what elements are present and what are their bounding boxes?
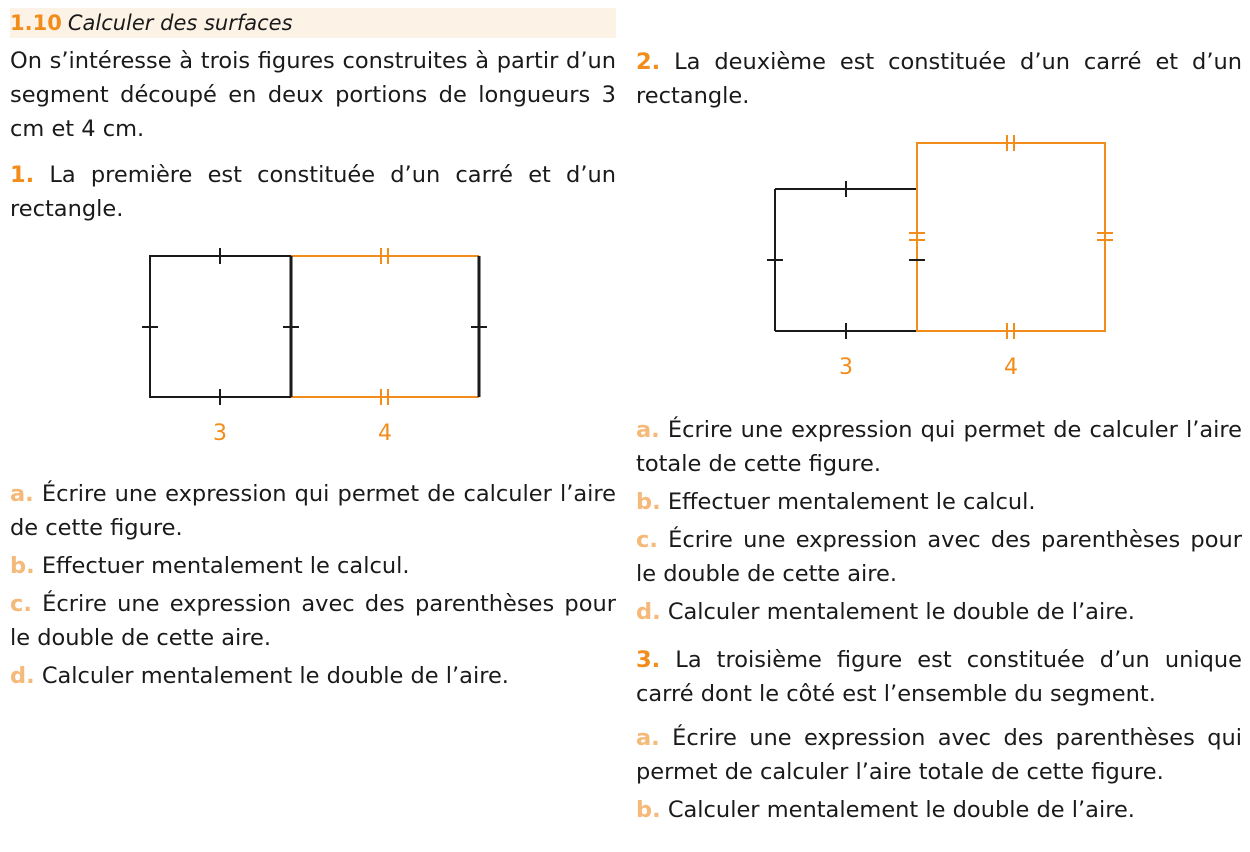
- item-text: Écrire une expression avec des parenthèses qui permet de calculer l’aire totale de cette figure.: [636, 725, 1243, 785]
- fig1-label-4: 4: [378, 421, 392, 446]
- exercise-title: Calculer des surfaces: [67, 11, 293, 35]
- item-text: Écrire une expression avec des parenthèses pour le double de cette aire.: [10, 591, 616, 651]
- part3-item-b: [636, 793, 1242, 827]
- item-letter: b.: [10, 553, 35, 579]
- part2-item-b: [636, 485, 1242, 519]
- item-text: Écrire une expression qui permet de calculer l’aire totale de cette figure.: [636, 417, 1243, 477]
- fig2-orange-square: [917, 143, 1105, 331]
- exercise-intro: On s’intéresse à trois figures construites à partir d’un segment découpé en deux portions de longueurs 3 cm et 4 cm.: [10, 48, 616, 142]
- part1-item-b: [10, 549, 616, 583]
- part1-item-a: [10, 477, 616, 545]
- item-letter: a.: [636, 417, 660, 443]
- part2-statement: [636, 45, 1242, 113]
- part1-item-d: [10, 659, 616, 693]
- item-letter: c.: [10, 591, 32, 617]
- part2-item-a: [636, 413, 1242, 481]
- fig1-label-3: 3: [213, 421, 227, 446]
- item-text: Écrire une expression avec des parenthèses pour le double de cette aire.: [636, 527, 1242, 587]
- item-text: Effectuer mentalement le calcul.: [41, 553, 410, 579]
- item-text: Effectuer mentalement le calcul.: [667, 489, 1036, 515]
- item-letter: d.: [10, 663, 35, 689]
- part2-number: 2.: [636, 49, 661, 75]
- item-text: Calculer mentalement le double de l’aire.: [667, 599, 1135, 625]
- fig2-label-4: 4: [1004, 355, 1018, 380]
- part1-items: [10, 477, 616, 693]
- fig2-label-3: 3: [839, 355, 853, 380]
- item-letter: a.: [10, 481, 34, 507]
- item-letter: b.: [636, 797, 661, 823]
- part3-item-a: [636, 721, 1242, 789]
- item-letter: c.: [636, 527, 658, 553]
- item-text: Calculer mentalement le double de l’aire.: [41, 663, 509, 689]
- part1-item-c: [10, 587, 616, 655]
- exercise-number: 1.10: [10, 11, 62, 35]
- figure-2: [767, 135, 1113, 339]
- part2-items: [636, 413, 1242, 827]
- part2-item-d: [636, 595, 1242, 629]
- item-letter: b.: [636, 489, 661, 515]
- item-letter: a.: [636, 725, 660, 751]
- part1-text: La première est constituée d’un carré et d’un rectangle.: [10, 162, 616, 222]
- part3-statement: [636, 643, 1242, 711]
- part2-text: La deuxième est constituée d’un carré et d’un rectangle.: [636, 49, 1242, 109]
- item-text: Écrire une expression qui permet de calculer l’aire de cette figure.: [10, 481, 617, 541]
- part3-text: La troisième figure est constituée d’un unique carré dont le côté est l’ensemble du segment.: [636, 647, 1242, 707]
- item-letter: d.: [636, 599, 661, 625]
- part2-item-c: [636, 523, 1242, 591]
- item-text: Calculer mentalement le double de l’aire.: [667, 797, 1135, 823]
- fig1-square: [150, 256, 291, 397]
- right-column: [636, 45, 1242, 113]
- part3-number: 3.: [636, 647, 661, 673]
- part1-number: 1.: [10, 162, 35, 188]
